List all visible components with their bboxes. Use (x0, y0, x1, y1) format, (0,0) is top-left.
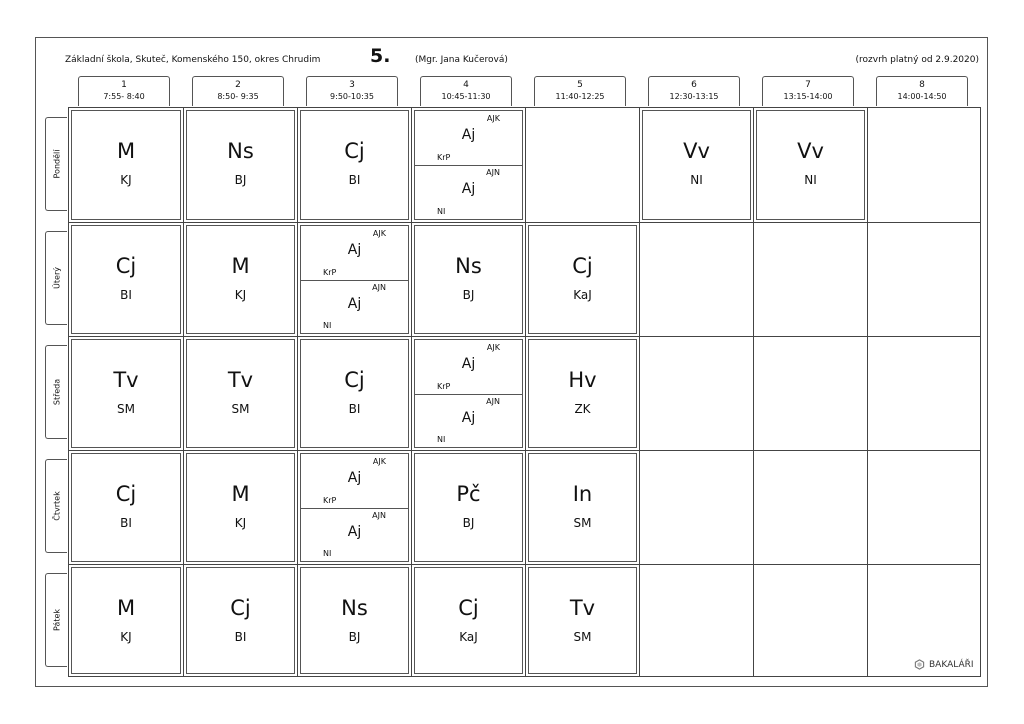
period-tab (78, 76, 170, 106)
timetable-cell (639, 450, 753, 564)
lesson-card (71, 453, 181, 562)
group-lesson (415, 165, 522, 219)
lesson-teacher: SM (573, 630, 592, 644)
period-tab (192, 76, 284, 106)
lesson-teacher: KrP (323, 495, 337, 505)
timetable-cell (297, 450, 411, 564)
lesson-group: AJK (372, 457, 386, 466)
timetable-cell (297, 336, 411, 450)
lesson-card (528, 339, 637, 448)
lesson-subject: Cj (344, 139, 365, 163)
period-time: 10:45-11:30 (441, 92, 491, 101)
period-time: 12:30-13:15 (669, 92, 719, 101)
lesson-teacher: KaJ (459, 630, 478, 644)
timetable-cell (525, 564, 639, 676)
lesson-teacher: KJ (234, 288, 247, 302)
group-lesson (415, 394, 522, 448)
lesson-card (300, 110, 409, 220)
period-number: 4 (463, 80, 469, 90)
timetable-cell (753, 222, 867, 336)
timetable-cell (69, 336, 183, 450)
lesson-teacher: SM (231, 402, 250, 416)
lesson-card (642, 110, 751, 220)
timetable-cell (411, 222, 525, 336)
timetable-cell (297, 222, 411, 336)
lesson-subject: Aj (347, 242, 362, 258)
period-tab (648, 76, 740, 106)
timetable-cell (69, 450, 183, 564)
lesson-subject: Cj (572, 254, 593, 278)
lesson-subject: Aj (461, 181, 476, 197)
timetable-cell (639, 108, 753, 222)
split-lesson-card (414, 339, 523, 448)
lesson-subject: Aj (347, 523, 362, 540)
period-time: 7:55- 8:40 (103, 92, 145, 101)
lesson-subject: Aj (347, 295, 362, 312)
lesson-teacher: KaJ (573, 288, 592, 302)
lesson-card (756, 110, 865, 220)
period-number: 5 (577, 80, 583, 90)
lesson-teacher: BJ (348, 630, 361, 644)
timetable-cell (525, 222, 639, 336)
period-time: 11:40-12:25 (555, 92, 605, 101)
split-lesson-card (300, 225, 409, 334)
lesson-teacher: KrP (437, 381, 451, 391)
lesson-teacher: NI (804, 173, 817, 187)
split-lesson-card (414, 110, 523, 220)
lesson-card (186, 339, 295, 448)
lesson-teacher: NI (323, 321, 332, 330)
timetable-cell (525, 450, 639, 564)
lesson-card (186, 453, 295, 562)
day-tab (45, 117, 67, 211)
class-teacher: (Mgr. Jana Kučerová) (415, 55, 508, 65)
day-name: Pátek (52, 608, 61, 632)
timetable-cell (183, 222, 297, 336)
lesson-subject: Cj (115, 254, 137, 278)
lesson-subject: Tv (113, 368, 139, 392)
timetable-grid (68, 107, 981, 677)
lesson-group: AJK (486, 114, 500, 123)
period-time: 8:50- 9:35 (217, 92, 259, 101)
lesson-subject: Cj (230, 596, 251, 620)
lesson-subject: Hv (568, 368, 597, 392)
period-time: 9:50-10:35 (330, 92, 374, 101)
lesson-group: AJN (372, 282, 386, 292)
period-tab (420, 76, 512, 106)
lesson-card (71, 567, 181, 674)
bakalari-logo (914, 659, 974, 670)
lesson-card (528, 567, 637, 674)
group-lesson (415, 340, 522, 395)
timetable-cell (753, 108, 867, 222)
period-number: 3 (349, 80, 355, 90)
lesson-teacher: KrP (323, 267, 337, 277)
bakalari-logo-text: BAKALÁŘI (929, 659, 974, 670)
timetable-cell (639, 564, 753, 676)
lesson-group: AJN (486, 396, 500, 406)
timetable-cell (183, 336, 297, 450)
day-tab (45, 231, 67, 325)
lesson-teacher: SM (573, 516, 592, 530)
lesson-teacher: BJ (462, 516, 475, 530)
bakalari-logo-icon (914, 659, 925, 670)
lesson-subject: Vv (683, 139, 710, 163)
lesson-group: AJN (486, 168, 500, 177)
day-tab (45, 459, 67, 553)
lesson-teacher: BJ (234, 173, 247, 187)
period-number: 1 (121, 80, 127, 90)
timetable-cell (639, 222, 753, 336)
lesson-card (186, 567, 295, 674)
lesson-subject: Cj (115, 482, 137, 506)
lesson-card (71, 110, 181, 220)
timetable-cell (867, 222, 980, 336)
lesson-subject: Ns (341, 596, 368, 620)
lesson-subject: Ns (227, 139, 254, 163)
group-lesson (301, 508, 408, 562)
lesson-subject: Cj (344, 368, 365, 392)
class-name: 5. (370, 45, 391, 67)
lesson-teacher: BI (348, 173, 361, 187)
lesson-subject: Tv (227, 368, 254, 392)
timetable-cell (183, 450, 297, 564)
lesson-teacher: NI (437, 207, 446, 216)
timetable-cell (411, 450, 525, 564)
lesson-subject: M (231, 254, 250, 278)
lesson-subject: Vv (797, 139, 824, 163)
timetable-cell (411, 336, 525, 450)
school-name: Základní škola, Skuteč, Komenského 150, okres Chrudim (65, 55, 321, 65)
lesson-teacher: BJ (462, 288, 475, 302)
lesson-teacher: BI (234, 630, 247, 644)
group-lesson (301, 280, 408, 334)
timetable-cell (525, 108, 639, 222)
lesson-group: AJK (372, 229, 386, 238)
lesson-card (414, 453, 523, 562)
timetable-cell (753, 336, 867, 450)
lesson-teacher: NI (690, 173, 703, 187)
timetable-cell (69, 564, 183, 676)
lesson-subject: Aj (461, 127, 476, 143)
lesson-teacher: KJ (234, 516, 247, 530)
period-number: 2 (235, 80, 241, 90)
lesson-subject: Aj (347, 470, 362, 486)
lesson-subject: M (116, 139, 136, 163)
timetable-cell (69, 222, 183, 336)
day-name: Čtvrtek (52, 491, 61, 521)
lesson-card (186, 110, 295, 220)
lesson-card (414, 225, 523, 334)
lesson-teacher: NI (323, 549, 332, 558)
lesson-subject: M (116, 596, 136, 620)
day-name: Úterý (52, 267, 61, 289)
group-lesson (415, 111, 522, 166)
timetable-cell (639, 336, 753, 450)
lesson-card (300, 567, 409, 674)
lesson-card (71, 225, 181, 334)
period-time: 14:00-14:50 (897, 92, 947, 101)
lesson-subject: Tv (569, 596, 596, 620)
timetable-cell (183, 564, 297, 676)
lesson-teacher: KJ (120, 173, 132, 187)
lesson-group: AJK (486, 343, 500, 352)
period-number: 6 (691, 80, 697, 90)
timetable-cell (69, 108, 183, 222)
lesson-teacher: SM (117, 402, 135, 416)
lesson-card (528, 225, 637, 334)
validity-note: (rozvrh platný od 2.9.2020) (855, 55, 979, 65)
period-tab (306, 76, 398, 106)
lesson-subject: Aj (461, 356, 476, 372)
timetable-cell (411, 108, 525, 222)
period-number: 8 (919, 80, 925, 90)
lesson-card (300, 339, 409, 448)
day-tab (45, 573, 67, 667)
period-tab (534, 76, 626, 106)
timetable-cell (297, 108, 411, 222)
lesson-card (528, 453, 637, 562)
lesson-teacher: KJ (120, 630, 132, 644)
lesson-teacher: NI (437, 435, 446, 444)
timetable-cell (297, 564, 411, 676)
period-number: 7 (805, 80, 811, 90)
day-name: Pondělí (52, 149, 61, 179)
lesson-teacher: ZK (574, 402, 591, 416)
day-tab (45, 345, 67, 439)
timetable-cell (867, 336, 980, 450)
group-lesson (301, 226, 408, 281)
lesson-subject: Aj (461, 409, 476, 426)
timetable-cell (525, 336, 639, 450)
lesson-teacher: BI (120, 516, 132, 530)
timetable-cell (411, 564, 525, 676)
split-lesson-card (300, 453, 409, 562)
period-time: 13:15-14:00 (783, 92, 833, 101)
lesson-subject: Ns (455, 254, 482, 278)
timetable-cell (183, 108, 297, 222)
lesson-subject: Pč (456, 482, 481, 506)
lesson-card (414, 567, 523, 674)
period-tab (876, 76, 968, 106)
group-lesson (301, 454, 408, 509)
lesson-subject: In (572, 482, 593, 506)
lesson-subject: Cj (458, 596, 479, 620)
period-tab (762, 76, 854, 106)
lesson-subject: M (231, 482, 250, 506)
lesson-teacher: BI (348, 402, 361, 416)
lesson-card (71, 339, 181, 448)
timetable-cell (867, 108, 980, 222)
timetable-cell (867, 450, 980, 564)
lesson-card (186, 225, 295, 334)
lesson-group: AJN (372, 510, 386, 520)
timetable-cell (753, 450, 867, 564)
lesson-teacher: KrP (437, 153, 451, 162)
timetable-cell (753, 564, 867, 676)
day-name: Středa (52, 378, 61, 406)
lesson-teacher: BI (120, 288, 132, 302)
